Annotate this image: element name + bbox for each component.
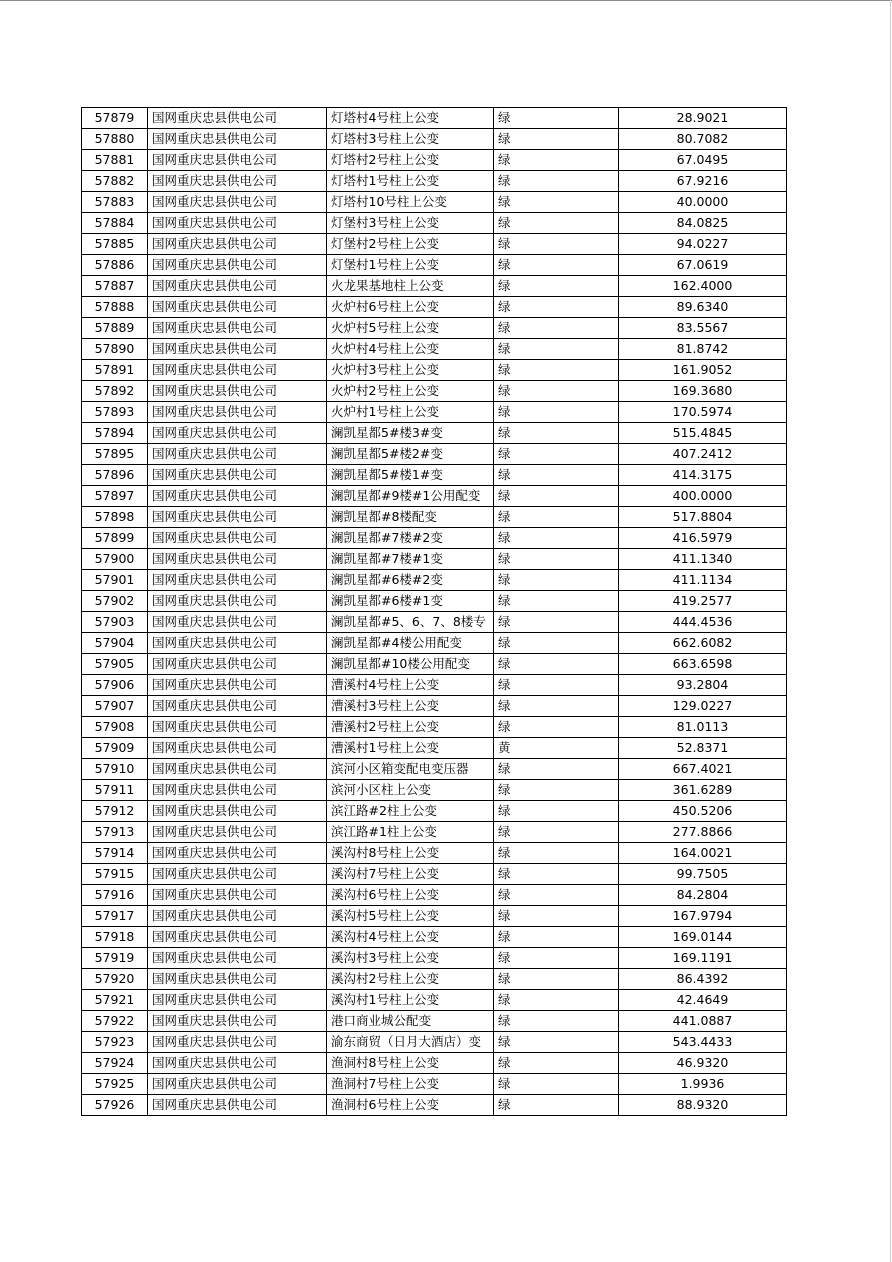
transformer-name-cell: 火炉村5号柱上公变	[327, 318, 494, 339]
transformer-name-cell: 滨江路#1柱上公变	[327, 822, 494, 843]
company-cell: 国网重庆忠县供电公司	[148, 1095, 327, 1116]
company-cell: 国网重庆忠县供电公司	[148, 591, 327, 612]
status-cell: 绿	[494, 192, 619, 213]
table-row	[82, 486, 787, 507]
table-row	[82, 843, 787, 864]
value-cell: 667.4021	[619, 759, 787, 780]
value-cell: 416.5979	[619, 528, 787, 549]
company-cell: 国网重庆忠县供电公司	[148, 696, 327, 717]
status-cell: 绿	[494, 1032, 619, 1053]
row-id-cell: 57881	[82, 150, 148, 171]
transformer-name-cell: 澜凯星都#6楼#1变	[327, 591, 494, 612]
transformer-name-cell: 滨江路#2柱上公变	[327, 801, 494, 822]
status-cell: 绿	[494, 507, 619, 528]
value-cell: 129.0227	[619, 696, 787, 717]
company-cell: 国网重庆忠县供电公司	[148, 339, 327, 360]
value-cell: 400.0000	[619, 486, 787, 507]
table-row	[82, 1095, 787, 1116]
value-cell: 84.2804	[619, 885, 787, 906]
transformer-name-cell: 渔洞村7号柱上公变	[327, 1074, 494, 1095]
company-cell: 国网重庆忠县供电公司	[148, 465, 327, 486]
company-cell: 国网重庆忠县供电公司	[148, 234, 327, 255]
row-id-cell: 57902	[82, 591, 148, 612]
value-cell: 93.2804	[619, 675, 787, 696]
company-cell: 国网重庆忠县供电公司	[148, 108, 327, 129]
table-row	[82, 801, 787, 822]
status-cell: 绿	[494, 423, 619, 444]
row-id-cell: 57895	[82, 444, 148, 465]
company-cell: 国网重庆忠县供电公司	[148, 129, 327, 150]
transformer-name-cell: 渝东商贸（日月大酒店）变	[327, 1032, 494, 1053]
status-cell: 黄	[494, 738, 619, 759]
table-row	[82, 213, 787, 234]
table-row	[82, 465, 787, 486]
transformer-name-cell: 灯塔村10号柱上公变	[327, 192, 494, 213]
data-table	[81, 107, 787, 1116]
transformer-name-cell: 溪沟村2号柱上公变	[327, 969, 494, 990]
value-cell: 450.5206	[619, 801, 787, 822]
row-id-cell: 57879	[82, 108, 148, 129]
company-cell: 国网重庆忠县供电公司	[148, 1032, 327, 1053]
row-id-cell: 57885	[82, 234, 148, 255]
transformer-name-cell: 渔洞村8号柱上公变	[327, 1053, 494, 1074]
row-id-cell: 57911	[82, 780, 148, 801]
table-row	[82, 885, 787, 906]
status-cell: 绿	[494, 633, 619, 654]
status-cell: 绿	[494, 318, 619, 339]
company-cell: 国网重庆忠县供电公司	[148, 192, 327, 213]
transformer-name-cell: 溪沟村5号柱上公变	[327, 906, 494, 927]
company-cell: 国网重庆忠县供电公司	[148, 654, 327, 675]
status-cell: 绿	[494, 402, 619, 423]
transformer-name-cell: 漕溪村1号柱上公变	[327, 738, 494, 759]
transformer-name-cell: 灯堡村2号柱上公变	[327, 234, 494, 255]
row-id-cell: 57893	[82, 402, 148, 423]
transformer-name-cell: 灯塔村2号柱上公变	[327, 150, 494, 171]
transformer-name-cell: 澜凯星都5#楼1#变	[327, 465, 494, 486]
row-id-cell: 57912	[82, 801, 148, 822]
status-cell: 绿	[494, 528, 619, 549]
status-cell: 绿	[494, 360, 619, 381]
row-id-cell: 57889	[82, 318, 148, 339]
company-cell: 国网重庆忠县供电公司	[148, 528, 327, 549]
table-row	[82, 171, 787, 192]
company-cell: 国网重庆忠县供电公司	[148, 1011, 327, 1032]
company-cell: 国网重庆忠县供电公司	[148, 276, 327, 297]
row-id-cell: 57910	[82, 759, 148, 780]
company-cell: 国网重庆忠县供电公司	[148, 150, 327, 171]
value-cell: 167.9794	[619, 906, 787, 927]
transformer-name-cell: 火炉村6号柱上公变	[327, 297, 494, 318]
row-id-cell: 57900	[82, 549, 148, 570]
row-id-cell: 57887	[82, 276, 148, 297]
transformer-name-cell: 灯堡村1号柱上公变	[327, 255, 494, 276]
table-row	[82, 1032, 787, 1053]
value-cell: 94.0227	[619, 234, 787, 255]
table-row	[82, 276, 787, 297]
transformer-name-cell: 灯塔村4号柱上公变	[327, 108, 494, 129]
table-row	[82, 402, 787, 423]
table-row	[82, 906, 787, 927]
status-cell: 绿	[494, 675, 619, 696]
value-cell: 543.4433	[619, 1032, 787, 1053]
status-cell: 绿	[494, 843, 619, 864]
value-cell: 81.8742	[619, 339, 787, 360]
row-id-cell: 57903	[82, 612, 148, 633]
value-cell: 67.0495	[619, 150, 787, 171]
value-cell: 170.5974	[619, 402, 787, 423]
value-cell: 1.9936	[619, 1074, 787, 1095]
table-row	[82, 654, 787, 675]
table-row	[82, 192, 787, 213]
company-cell: 国网重庆忠县供电公司	[148, 213, 327, 234]
table-row	[82, 297, 787, 318]
status-cell: 绿	[494, 570, 619, 591]
company-cell: 国网重庆忠县供电公司	[148, 633, 327, 654]
row-id-cell: 57892	[82, 381, 148, 402]
row-id-cell: 57925	[82, 1074, 148, 1095]
value-cell: 40.0000	[619, 192, 787, 213]
transformer-name-cell: 滨河小区箱变配电变压器	[327, 759, 494, 780]
transformer-name-cell: 溪沟村4号柱上公变	[327, 927, 494, 948]
status-cell: 绿	[494, 780, 619, 801]
table-row	[82, 675, 787, 696]
value-cell: 80.7082	[619, 129, 787, 150]
value-cell: 46.9320	[619, 1053, 787, 1074]
transformer-name-cell: 火炉村3号柱上公变	[327, 360, 494, 381]
table-row	[82, 234, 787, 255]
value-cell: 419.2577	[619, 591, 787, 612]
transformer-name-cell: 滨河小区柱上公变	[327, 780, 494, 801]
status-cell: 绿	[494, 171, 619, 192]
company-cell: 国网重庆忠县供电公司	[148, 927, 327, 948]
company-cell: 国网重庆忠县供电公司	[148, 570, 327, 591]
transformer-name-cell: 港口商业城公配变	[327, 1011, 494, 1032]
company-cell: 国网重庆忠县供电公司	[148, 948, 327, 969]
value-cell: 361.6289	[619, 780, 787, 801]
company-cell: 国网重庆忠县供电公司	[148, 738, 327, 759]
company-cell: 国网重庆忠县供电公司	[148, 255, 327, 276]
value-cell: 277.8866	[619, 822, 787, 843]
table-row	[82, 1053, 787, 1074]
company-cell: 国网重庆忠县供电公司	[148, 864, 327, 885]
table-row	[82, 696, 787, 717]
table-row	[82, 633, 787, 654]
status-cell: 绿	[494, 549, 619, 570]
company-cell: 国网重庆忠县供电公司	[148, 360, 327, 381]
value-cell: 169.1191	[619, 948, 787, 969]
value-cell: 169.3680	[619, 381, 787, 402]
company-cell: 国网重庆忠县供电公司	[148, 885, 327, 906]
table-row	[82, 360, 787, 381]
status-cell: 绿	[494, 717, 619, 738]
row-id-cell: 57913	[82, 822, 148, 843]
value-cell: 162.4000	[619, 276, 787, 297]
row-id-cell: 57919	[82, 948, 148, 969]
value-cell: 84.0825	[619, 213, 787, 234]
row-id-cell: 57916	[82, 885, 148, 906]
transformer-name-cell: 渔洞村6号柱上公变	[327, 1095, 494, 1116]
table-row	[82, 927, 787, 948]
company-cell: 国网重庆忠县供电公司	[148, 402, 327, 423]
table-row	[82, 1074, 787, 1095]
table-row	[82, 423, 787, 444]
transformer-name-cell: 灯堡村3号柱上公变	[327, 213, 494, 234]
status-cell: 绿	[494, 612, 619, 633]
row-id-cell: 57880	[82, 129, 148, 150]
company-cell: 国网重庆忠县供电公司	[148, 423, 327, 444]
status-cell: 绿	[494, 990, 619, 1011]
table-row	[82, 339, 787, 360]
value-cell: 663.6598	[619, 654, 787, 675]
row-id-cell: 57921	[82, 990, 148, 1011]
transformer-name-cell: 澜凯星都#5、6、7、8楼专	[327, 612, 494, 633]
status-cell: 绿	[494, 864, 619, 885]
row-id-cell: 57905	[82, 654, 148, 675]
page-top-border	[0, 0, 892, 1]
row-id-cell: 57891	[82, 360, 148, 381]
status-cell: 绿	[494, 1011, 619, 1032]
table-row	[82, 990, 787, 1011]
value-cell: 88.9320	[619, 1095, 787, 1116]
row-id-cell: 57897	[82, 486, 148, 507]
status-cell: 绿	[494, 276, 619, 297]
table-row	[82, 612, 787, 633]
company-cell: 国网重庆忠县供电公司	[148, 843, 327, 864]
value-cell: 81.0113	[619, 717, 787, 738]
company-cell: 国网重庆忠县供电公司	[148, 486, 327, 507]
value-cell: 441.0887	[619, 1011, 787, 1032]
table-row	[82, 570, 787, 591]
status-cell: 绿	[494, 654, 619, 675]
value-cell: 83.5567	[619, 318, 787, 339]
status-cell: 绿	[494, 759, 619, 780]
table-row	[82, 255, 787, 276]
transformer-name-cell: 澜凯星都#8楼配变	[327, 507, 494, 528]
status-cell: 绿	[494, 696, 619, 717]
transformer-name-cell: 灯塔村1号柱上公变	[327, 171, 494, 192]
transformer-name-cell: 灯塔村3号柱上公变	[327, 129, 494, 150]
status-cell: 绿	[494, 906, 619, 927]
table-row	[82, 969, 787, 990]
table-row	[82, 129, 787, 150]
value-cell: 169.0144	[619, 927, 787, 948]
table-row	[82, 507, 787, 528]
row-id-cell: 57896	[82, 465, 148, 486]
status-cell: 绿	[494, 255, 619, 276]
company-cell: 国网重庆忠县供电公司	[148, 318, 327, 339]
transformer-name-cell: 溪沟村3号柱上公变	[327, 948, 494, 969]
transformer-name-cell: 澜凯星都#9楼#1公用配变	[327, 486, 494, 507]
row-id-cell: 57898	[82, 507, 148, 528]
table-row	[82, 108, 787, 129]
status-cell: 绿	[494, 234, 619, 255]
table-row	[82, 1011, 787, 1032]
status-cell: 绿	[494, 213, 619, 234]
status-cell: 绿	[494, 927, 619, 948]
row-id-cell: 57923	[82, 1032, 148, 1053]
transformer-name-cell: 火炉村4号柱上公变	[327, 339, 494, 360]
row-id-cell: 57917	[82, 906, 148, 927]
transformer-name-cell: 火炉村1号柱上公变	[327, 402, 494, 423]
company-cell: 国网重庆忠县供电公司	[148, 990, 327, 1011]
status-cell: 绿	[494, 885, 619, 906]
company-cell: 国网重庆忠县供电公司	[148, 612, 327, 633]
status-cell: 绿	[494, 591, 619, 612]
company-cell: 国网重庆忠县供电公司	[148, 444, 327, 465]
value-cell: 517.8804	[619, 507, 787, 528]
row-id-cell: 57882	[82, 171, 148, 192]
row-id-cell: 57920	[82, 969, 148, 990]
table-row	[82, 738, 787, 759]
table-row	[82, 780, 787, 801]
value-cell: 67.9216	[619, 171, 787, 192]
company-cell: 国网重庆忠县供电公司	[148, 1053, 327, 1074]
company-cell: 国网重庆忠县供电公司	[148, 381, 327, 402]
status-cell: 绿	[494, 444, 619, 465]
company-cell: 国网重庆忠县供电公司	[148, 507, 327, 528]
row-id-cell: 57886	[82, 255, 148, 276]
status-cell: 绿	[494, 1095, 619, 1116]
row-id-cell: 57908	[82, 717, 148, 738]
transformer-name-cell: 澜凯星都#6楼#2变	[327, 570, 494, 591]
row-id-cell: 57894	[82, 423, 148, 444]
table-row	[82, 717, 787, 738]
transformer-name-cell: 溪沟村7号柱上公变	[327, 864, 494, 885]
company-cell: 国网重庆忠县供电公司	[148, 759, 327, 780]
status-cell: 绿	[494, 150, 619, 171]
value-cell: 42.4649	[619, 990, 787, 1011]
value-cell: 99.7505	[619, 864, 787, 885]
page-right-border	[890, 0, 891, 1262]
status-cell: 绿	[494, 297, 619, 318]
status-cell: 绿	[494, 822, 619, 843]
table-row	[82, 150, 787, 171]
transformer-name-cell: 溪沟村8号柱上公变	[327, 843, 494, 864]
value-cell: 52.8371	[619, 738, 787, 759]
company-cell: 国网重庆忠县供电公司	[148, 549, 327, 570]
table-row	[82, 759, 787, 780]
row-id-cell: 57926	[82, 1095, 148, 1116]
company-cell: 国网重庆忠县供电公司	[148, 1074, 327, 1095]
company-cell: 国网重庆忠县供电公司	[148, 801, 327, 822]
value-cell: 662.6082	[619, 633, 787, 654]
status-cell: 绿	[494, 1074, 619, 1095]
row-id-cell: 57904	[82, 633, 148, 654]
value-cell: 28.9021	[619, 108, 787, 129]
status-cell: 绿	[494, 129, 619, 150]
status-cell: 绿	[494, 486, 619, 507]
value-cell: 164.0021	[619, 843, 787, 864]
value-cell: 411.1134	[619, 570, 787, 591]
transformer-name-cell: 澜凯星都5#楼2#变	[327, 444, 494, 465]
status-cell: 绿	[494, 1053, 619, 1074]
transformer-name-cell: 澜凯星都#7楼#2变	[327, 528, 494, 549]
table-row	[82, 822, 787, 843]
row-id-cell: 57907	[82, 696, 148, 717]
company-cell: 国网重庆忠县供电公司	[148, 675, 327, 696]
value-cell: 407.2412	[619, 444, 787, 465]
company-cell: 国网重庆忠县供电公司	[148, 822, 327, 843]
table-row	[82, 444, 787, 465]
table-row	[82, 318, 787, 339]
row-id-cell: 57906	[82, 675, 148, 696]
row-id-cell: 57883	[82, 192, 148, 213]
value-cell: 444.4536	[619, 612, 787, 633]
row-id-cell: 57899	[82, 528, 148, 549]
company-cell: 国网重庆忠县供电公司	[148, 171, 327, 192]
table-row	[82, 528, 787, 549]
status-cell: 绿	[494, 465, 619, 486]
value-cell: 89.6340	[619, 297, 787, 318]
status-cell: 绿	[494, 381, 619, 402]
status-cell: 绿	[494, 801, 619, 822]
transformer-name-cell: 溪沟村1号柱上公变	[327, 990, 494, 1011]
company-cell: 国网重庆忠县供电公司	[148, 969, 327, 990]
transformer-name-cell: 澜凯星都#7楼#1变	[327, 549, 494, 570]
transformer-name-cell: 澜凯星都#4楼公用配变	[327, 633, 494, 654]
transformer-name-cell: 澜凯星都5#楼3#变	[327, 423, 494, 444]
transformer-name-cell: 火龙果基地柱上公变	[327, 276, 494, 297]
company-cell: 国网重庆忠县供电公司	[148, 717, 327, 738]
value-cell: 414.3175	[619, 465, 787, 486]
table-row	[82, 591, 787, 612]
table-row	[82, 948, 787, 969]
status-cell: 绿	[494, 969, 619, 990]
row-id-cell: 57901	[82, 570, 148, 591]
value-cell: 86.4392	[619, 969, 787, 990]
transformer-name-cell: 漕溪村4号柱上公变	[327, 675, 494, 696]
row-id-cell: 57888	[82, 297, 148, 318]
table-row	[82, 549, 787, 570]
row-id-cell: 57914	[82, 843, 148, 864]
row-id-cell: 57909	[82, 738, 148, 759]
table-body	[82, 108, 787, 1116]
row-id-cell: 57884	[82, 213, 148, 234]
table-row	[82, 381, 787, 402]
value-cell: 67.0619	[619, 255, 787, 276]
transformer-name-cell: 溪沟村6号柱上公变	[327, 885, 494, 906]
table-row	[82, 864, 787, 885]
row-id-cell: 57924	[82, 1053, 148, 1074]
status-cell: 绿	[494, 108, 619, 129]
company-cell: 国网重庆忠县供电公司	[148, 906, 327, 927]
row-id-cell: 57922	[82, 1011, 148, 1032]
transformer-name-cell: 火炉村2号柱上公变	[327, 381, 494, 402]
status-cell: 绿	[494, 948, 619, 969]
transformer-name-cell: 澜凯星都#10楼公用配变	[327, 654, 494, 675]
status-cell: 绿	[494, 339, 619, 360]
row-id-cell: 57915	[82, 864, 148, 885]
value-cell: 161.9052	[619, 360, 787, 381]
company-cell: 国网重庆忠县供电公司	[148, 297, 327, 318]
row-id-cell: 57890	[82, 339, 148, 360]
company-cell: 国网重庆忠县供电公司	[148, 780, 327, 801]
value-cell: 411.1340	[619, 549, 787, 570]
transformer-name-cell: 漕溪村2号柱上公变	[327, 717, 494, 738]
transformer-name-cell: 漕溪村3号柱上公变	[327, 696, 494, 717]
row-id-cell: 57918	[82, 927, 148, 948]
value-cell: 515.4845	[619, 423, 787, 444]
